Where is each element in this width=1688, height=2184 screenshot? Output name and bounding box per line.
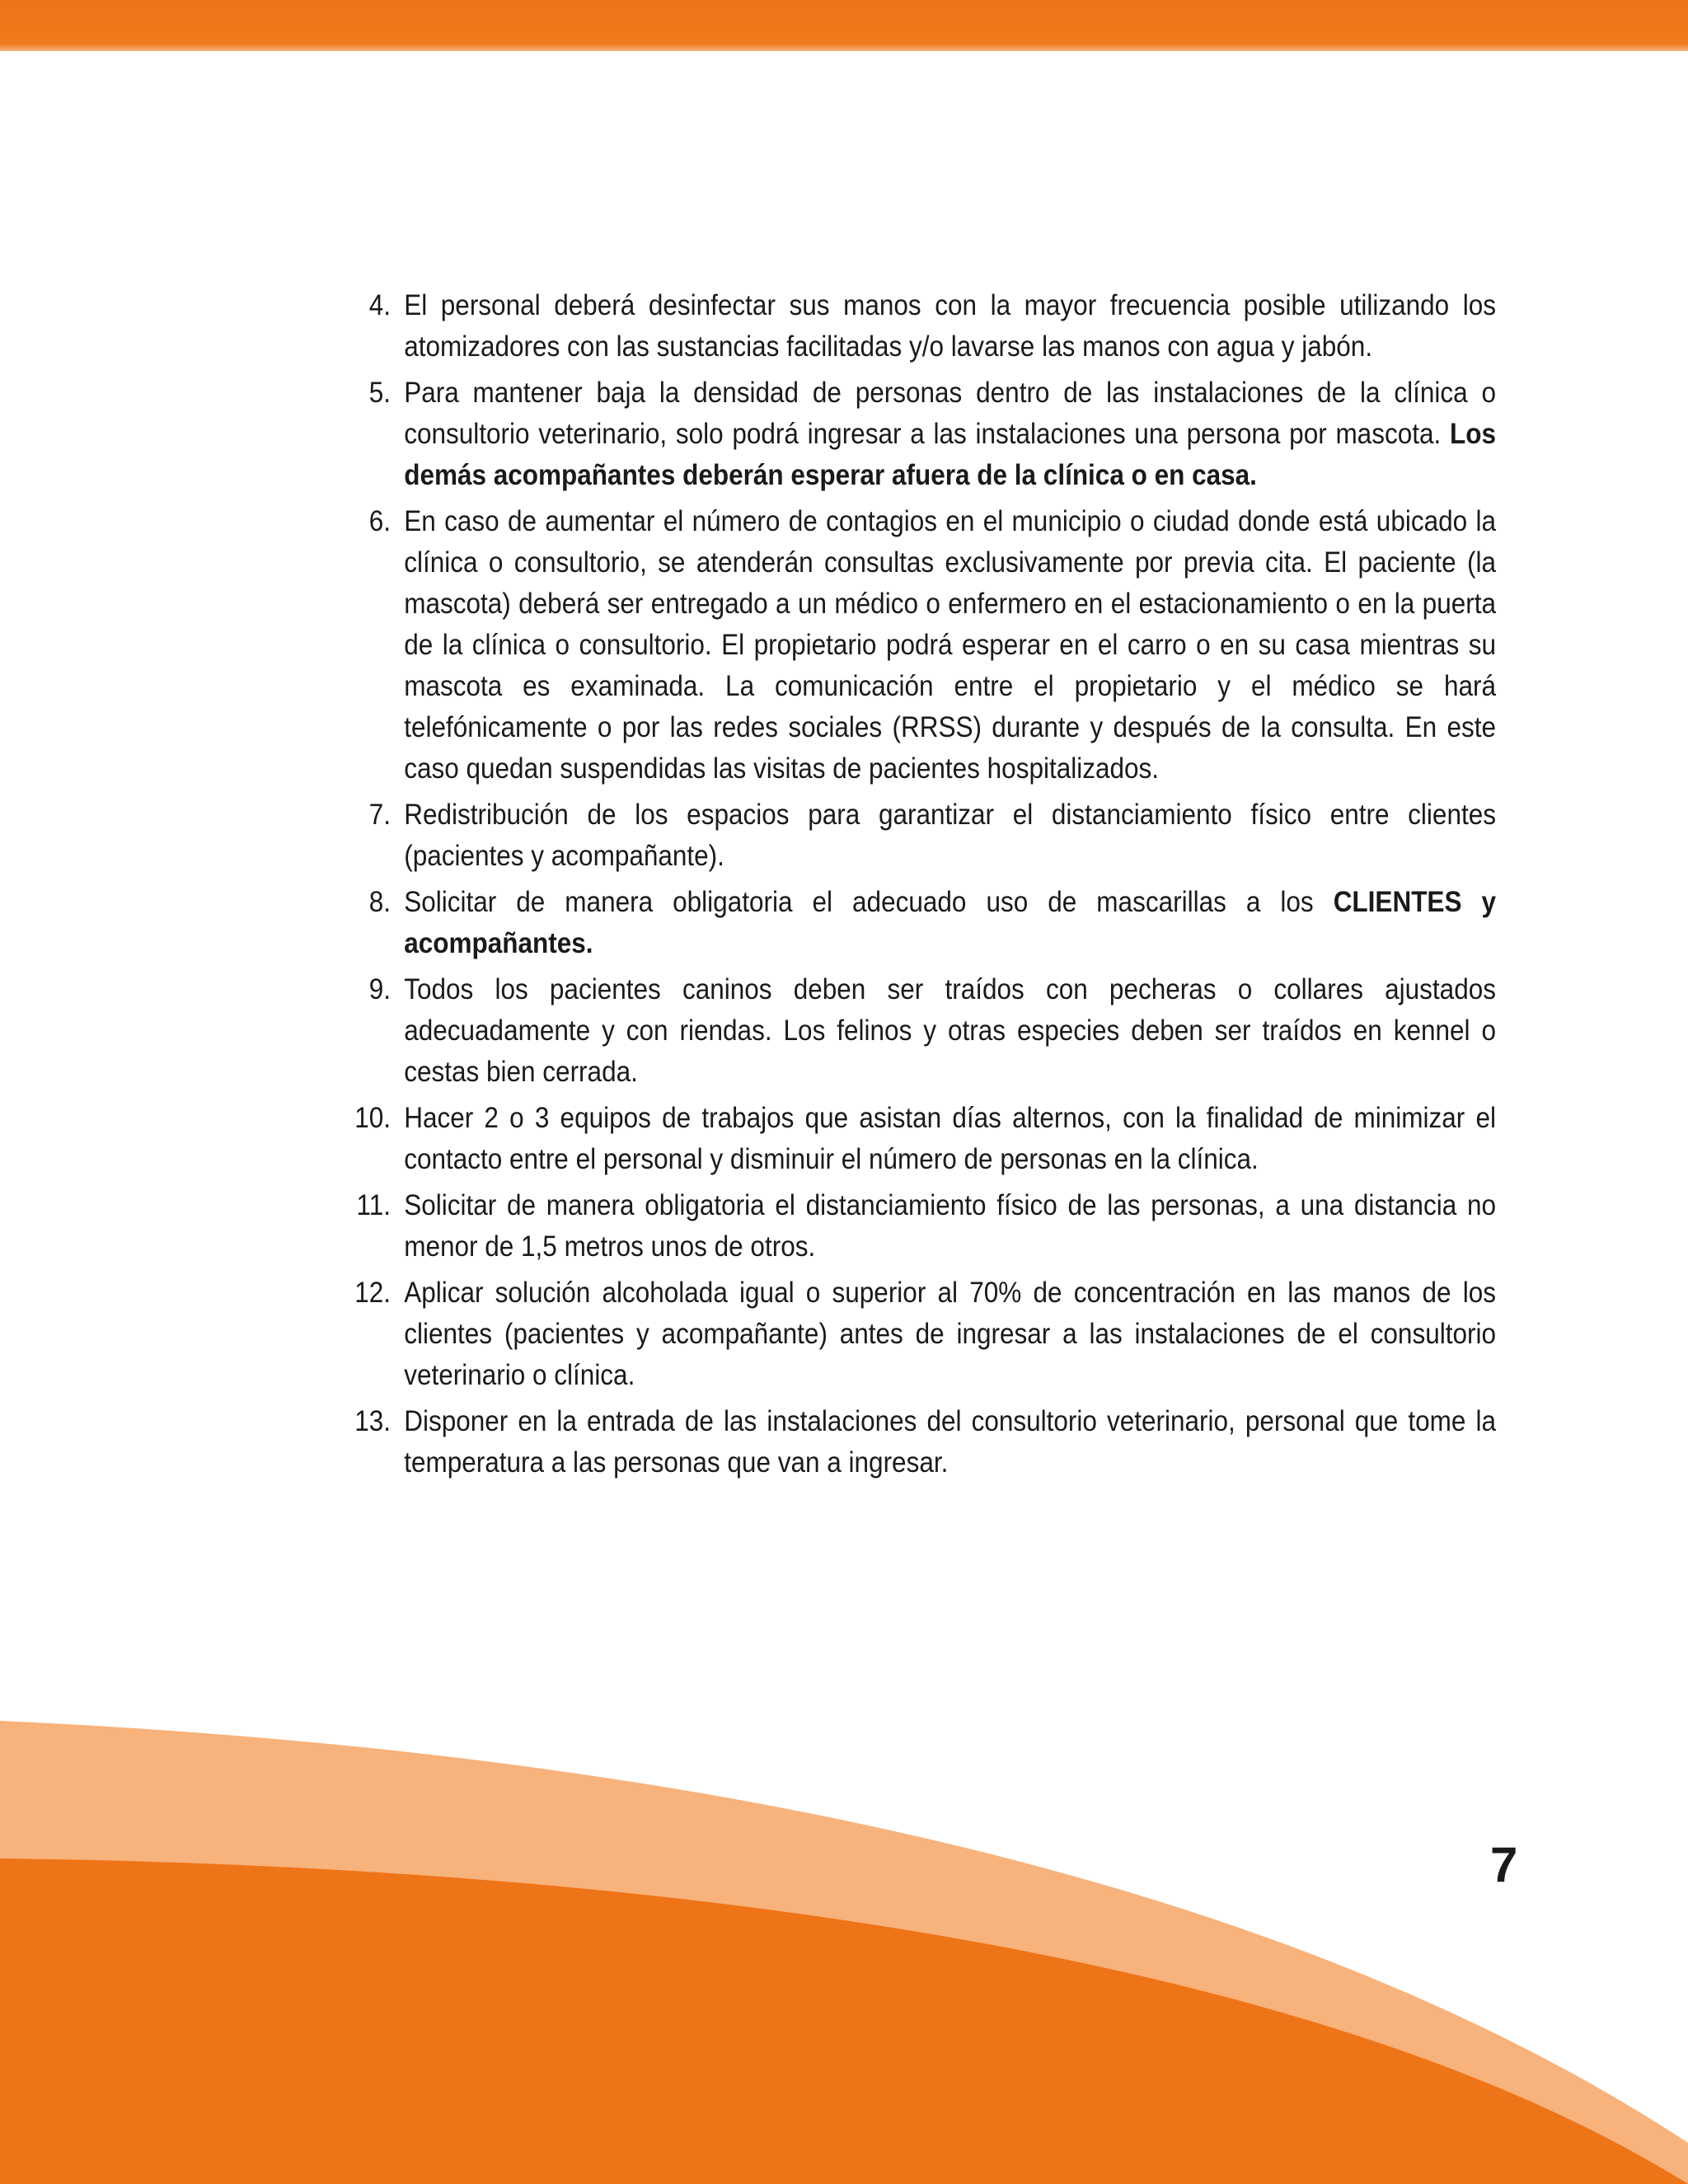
list-item <box>346 373 1496 496</box>
item-number: 10. <box>354 1102 391 1134</box>
list-item <box>346 1272 1496 1396</box>
item-number: 8. <box>368 886 391 918</box>
item-number: 5. <box>368 377 391 409</box>
page-number: 7 <box>1490 1837 1518 1892</box>
item-number: 7. <box>368 799 391 831</box>
bottom-orange-swoosh <box>0 1681 1688 2184</box>
list-item <box>346 882 1496 964</box>
item-number: 4. <box>368 289 391 321</box>
list-item <box>346 501 1496 790</box>
item-bold-text: CLIENTES y acompañantes. <box>404 886 1496 959</box>
item-text: Para mantener baja la densidad de personas dentro de las instalaciones de la clínica o consultorio veterinario, solo podrá ingresar a las instalaciones una persona por mascota. <box>404 377 1497 450</box>
list-item <box>346 969 1496 1093</box>
item-text: Redistribución de los espacios para garantizar el distanciamiento físico entre clientes (pacientes y acompañante). <box>404 799 1497 872</box>
numbered-list <box>346 285 1497 1483</box>
list-item <box>346 1185 1496 1268</box>
item-text: Hacer 2 o 3 equipos de trabajos que asistan días alternos, con la finalidad de minimizar el contacto entre el personal y disminuir el número de personas en la clínica. <box>404 1102 1497 1175</box>
item-text: Disponer en la entrada de las instalaciones del consultorio veterinario, personal que tome la temperatura a las personas que van a ingresar. <box>404 1405 1497 1479</box>
list-item <box>346 1098 1496 1180</box>
item-text: En caso de aumentar el número de contagios en el municipio o ciudad donde está ubicado la clínica o consultorio, se atenderán consultas exclusivamente por previa cita. El paciente (la mascota) deberá ser entregado a un médico o enfermero en el estacionamiento o en la puerta de la clínica o consultorio. El propietario podrá esperar en el carro o en su casa mientras su mascota es examinada. La comunicación entre el propietario y el médico se hará telefónicamente o por las redes sociales (RRSS) durante y después de la consulta. En este caso quedan suspendidas las visitas de pacientes hospitalizados. <box>404 505 1497 785</box>
item-number: 13. <box>354 1405 391 1437</box>
list-item <box>346 794 1496 877</box>
item-number: 9. <box>368 973 391 1005</box>
item-text: Solicitar de manera obligatoria el adecuado uso de mascarillas a los <box>404 886 1334 918</box>
item-text: Aplicar solución alcoholada igual o superior al 70% de concentración en las manos de los clientes (pacientes y acompañante) antes de ingresar a las instalaciones de el consultorio veterinario o clínica. <box>404 1277 1497 1391</box>
item-text: Todos los pacientes caninos deben ser traídos con pecheras o collares ajustados adecuadamente y con riendas. Los felinos y otras especies deben ser traídos en kennel o cestas bien cerrada. <box>404 973 1497 1088</box>
item-number: 6. <box>368 505 391 537</box>
item-bold-text: Los demás acompañantes deberán esperar afuera de la clínica o en casa. <box>404 418 1496 491</box>
page-content <box>346 285 1497 1488</box>
item-text: Solicitar de manera obligatoria el distanciamiento físico de las personas, a una distancia no menor de 1,5 metros unos de otros. <box>404 1189 1497 1263</box>
list-item <box>346 1401 1496 1483</box>
item-text: El personal deberá desinfectar sus manos con la mayor frecuencia posible utilizando los atomizadores con las sustancias facilitadas y/o lavarse las manos con agua y jabón. <box>404 289 1497 363</box>
item-number: 12. <box>354 1277 391 1309</box>
list-item <box>346 285 1496 368</box>
top-orange-bar <box>0 0 1688 51</box>
item-number: 11. <box>356 1189 391 1221</box>
